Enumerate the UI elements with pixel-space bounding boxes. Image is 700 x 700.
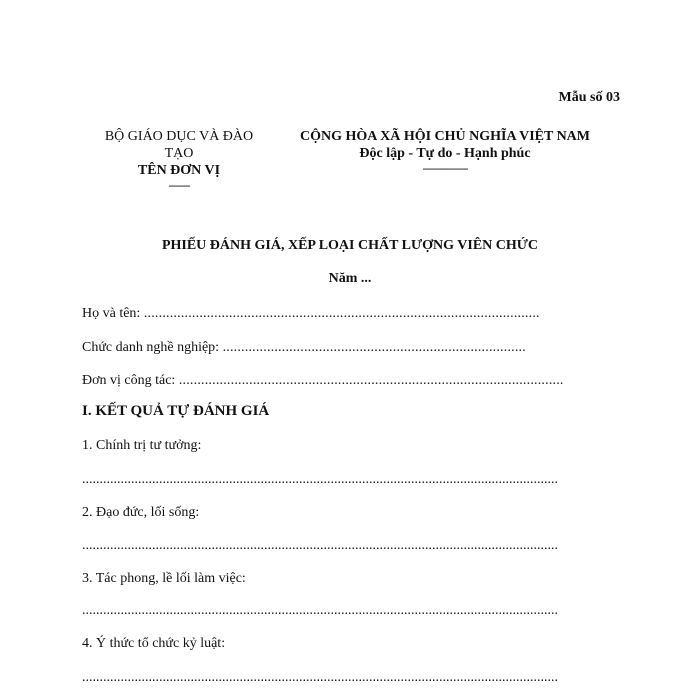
item-political-ideology-label: 1. Chính trị tư tưởng: (82, 438, 202, 453)
item-discipline-dots[interactable]: ........................................................................................................................................ (82, 670, 558, 685)
document-year: Năm ... (328, 271, 372, 286)
field-work-unit (82, 373, 564, 389)
item-work-style-label: 3. Tác phong, lề lối làm việc: (82, 571, 246, 586)
header-left-rule: ------- (168, 178, 190, 192)
national-motto: Độc lập - Tự do - Hạnh phúc (359, 146, 531, 161)
document-title: PHIẾU ĐÁNH GIÁ, XẾP LOẠI CHẤT LƯỢNG VIÊN CHỨC (161, 238, 539, 253)
work-unit-dots[interactable]: ........................................................................................................ (178, 373, 564, 388)
form-code: Mẫu số 03 (558, 90, 620, 105)
item-discipline-label: 4. Ý thức tổ chức kỷ luật: (82, 636, 226, 651)
job-title-label: Chức danh nghề nghiệp: (82, 340, 220, 355)
ministry-line-1: BỘ GIÁO DỤC VÀ ĐÀO (104, 129, 254, 144)
header-right-national (285, 128, 605, 174)
field-full-name (82, 306, 540, 322)
section-self-assessment-heading: I. KẾT QUẢ TỰ ĐÁNH GIÁ (82, 403, 270, 419)
work-unit-label: Đơn vị công tác: (82, 373, 176, 388)
ministry-line-2: TẠO (164, 146, 194, 161)
item-work-style-dots[interactable]: ........................................................................................................................................ (82, 603, 558, 618)
field-job-title (82, 340, 526, 356)
item-ethics-lifestyle-label: 2. Đạo đức, lối sống: (82, 505, 200, 520)
header-right-rule: --------------- (422, 161, 468, 175)
item-ethics-lifestyle-dots[interactable]: ........................................................................................................................................ (82, 538, 558, 553)
republic-name: CỘNG HÒA XÃ HỘI CHỦ NGHĨA VIỆT NAM (299, 129, 590, 144)
header-left-agency (90, 128, 268, 191)
full-name-label: Họ và tên: (82, 306, 141, 321)
job-title-dots[interactable]: .................................................................................. (222, 340, 526, 355)
unit-name: TÊN ĐƠN VỊ (137, 163, 221, 178)
full-name-dots[interactable]: ........................................................................................................... (143, 306, 540, 321)
item-political-ideology-dots[interactable]: ........................................................................................................................................ (82, 472, 558, 487)
